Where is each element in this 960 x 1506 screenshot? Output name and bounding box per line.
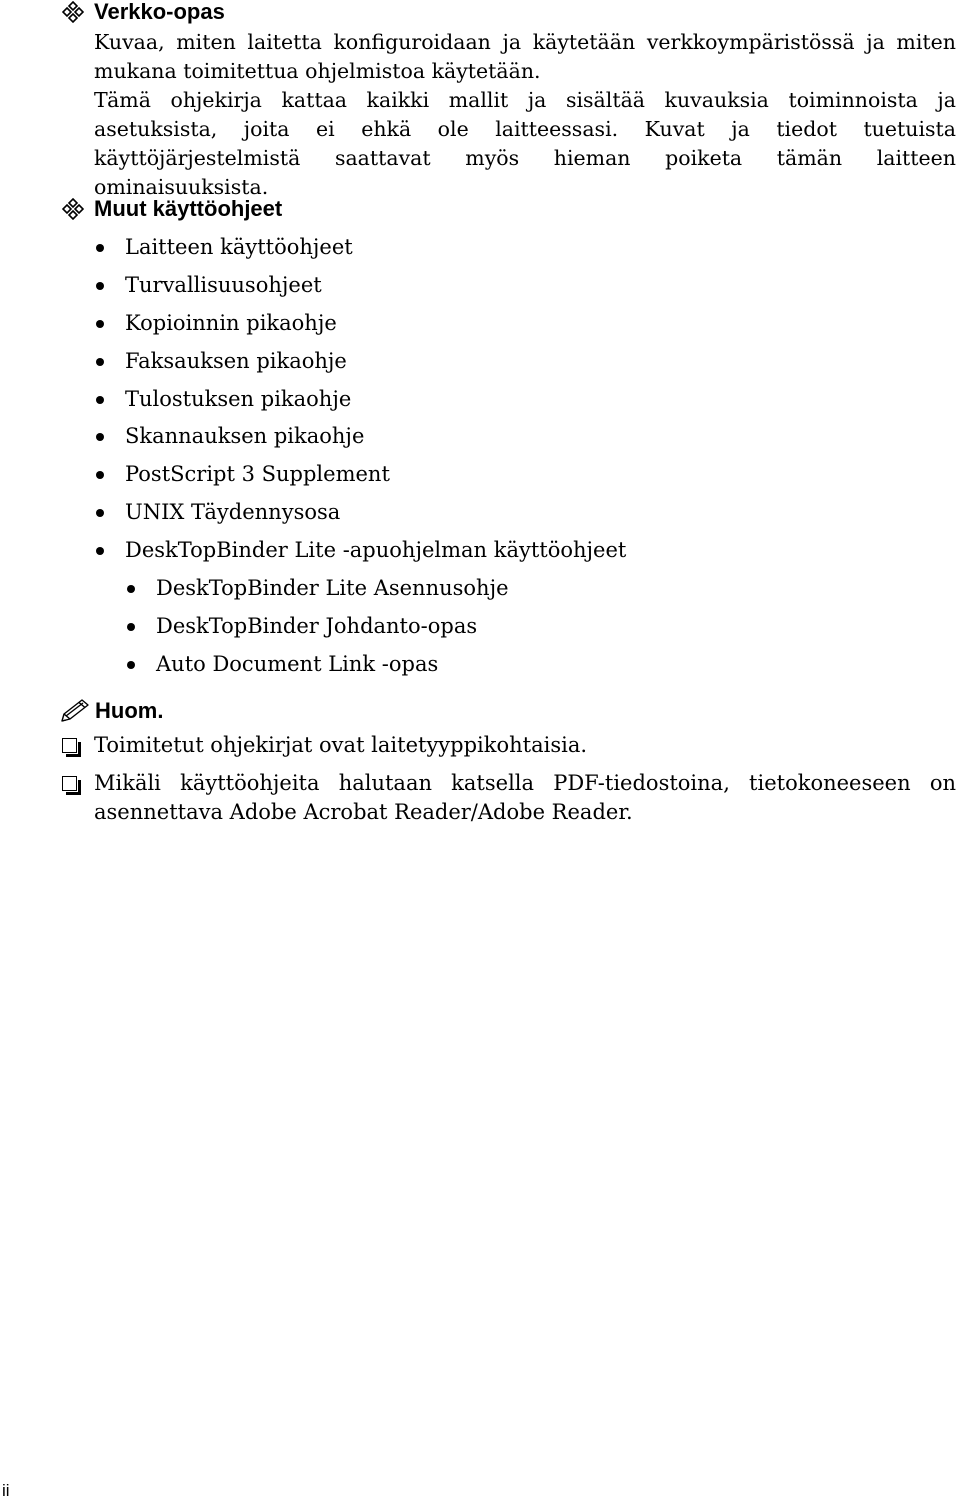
checkbox-bullet-icon bbox=[62, 776, 77, 791]
list-item: Tulostuksen pikaohje bbox=[94, 384, 626, 422]
sub-list-item: Auto Document Link -opas bbox=[94, 649, 626, 687]
manual-list bbox=[94, 232, 626, 687]
note-item bbox=[62, 769, 956, 827]
note-text: Mikäli käyttöohjeita halutaan katsella PDF-tiedostoina, tietokoneeseen on asennettava Adobe Acrobat Reader/Adobe Reader. bbox=[94, 771, 956, 824]
section-description: Kuvaa, miten laitetta konfiguroidaan ja käytetään verkkoympäristössä ja miten mukana toimitettua ohjelmistoa käytetään. bbox=[94, 30, 956, 83]
list-item: UNIX Täydennysosa bbox=[94, 497, 626, 535]
section-title: Verkko-opas bbox=[94, 0, 225, 24]
note-text: Toimitetut ohjekirjat ovat laitetyyppikohtaisia. bbox=[94, 733, 588, 757]
diamond-bullet-icon bbox=[62, 198, 84, 220]
pencil-icon bbox=[58, 697, 92, 725]
list-item: Faksauksen pikaohje bbox=[94, 346, 626, 384]
page-number: ii bbox=[2, 1481, 10, 1500]
checkbox-bullet-icon bbox=[62, 738, 77, 753]
section-heading-verkko-opas bbox=[62, 0, 225, 25]
diamond-bullet-icon bbox=[62, 1, 84, 23]
note-item bbox=[62, 731, 956, 760]
list-item: Turvallisuusohjeet bbox=[94, 270, 626, 308]
list-item: Laitteen käyttöohjeet bbox=[94, 232, 626, 270]
sub-list-item: DeskTopBinder Lite Asennusohje bbox=[94, 573, 626, 611]
section-title: Muut käyttöohjeet bbox=[94, 196, 283, 221]
note-heading bbox=[58, 697, 163, 725]
section-heading-muut-kayttoohjeet bbox=[62, 196, 282, 222]
list-item: Kopioinnin pikaohje bbox=[94, 308, 626, 346]
sub-list-item: DeskTopBinder Johdanto-opas bbox=[94, 611, 626, 649]
list-item: DeskTopBinder Lite -apuohjelman käyttöohjeet bbox=[94, 535, 626, 573]
list-item: Skannauksen pikaohje bbox=[94, 421, 626, 459]
section-description-2: Tämä ohjekirja kattaa kaikki mallit ja sisältää kuvauksia toiminnoista ja asetuksista, joita ei ehkä ole laitteessasi. Kuvat ja tiedot tuetuista käyttöjärjestelmistä saattavat myös hieman poiketa tämän laitteen ominaisuuksista. bbox=[94, 88, 956, 199]
note-title: Huom. bbox=[95, 698, 164, 723]
list-item: PostScript 3 Supplement bbox=[94, 459, 626, 497]
